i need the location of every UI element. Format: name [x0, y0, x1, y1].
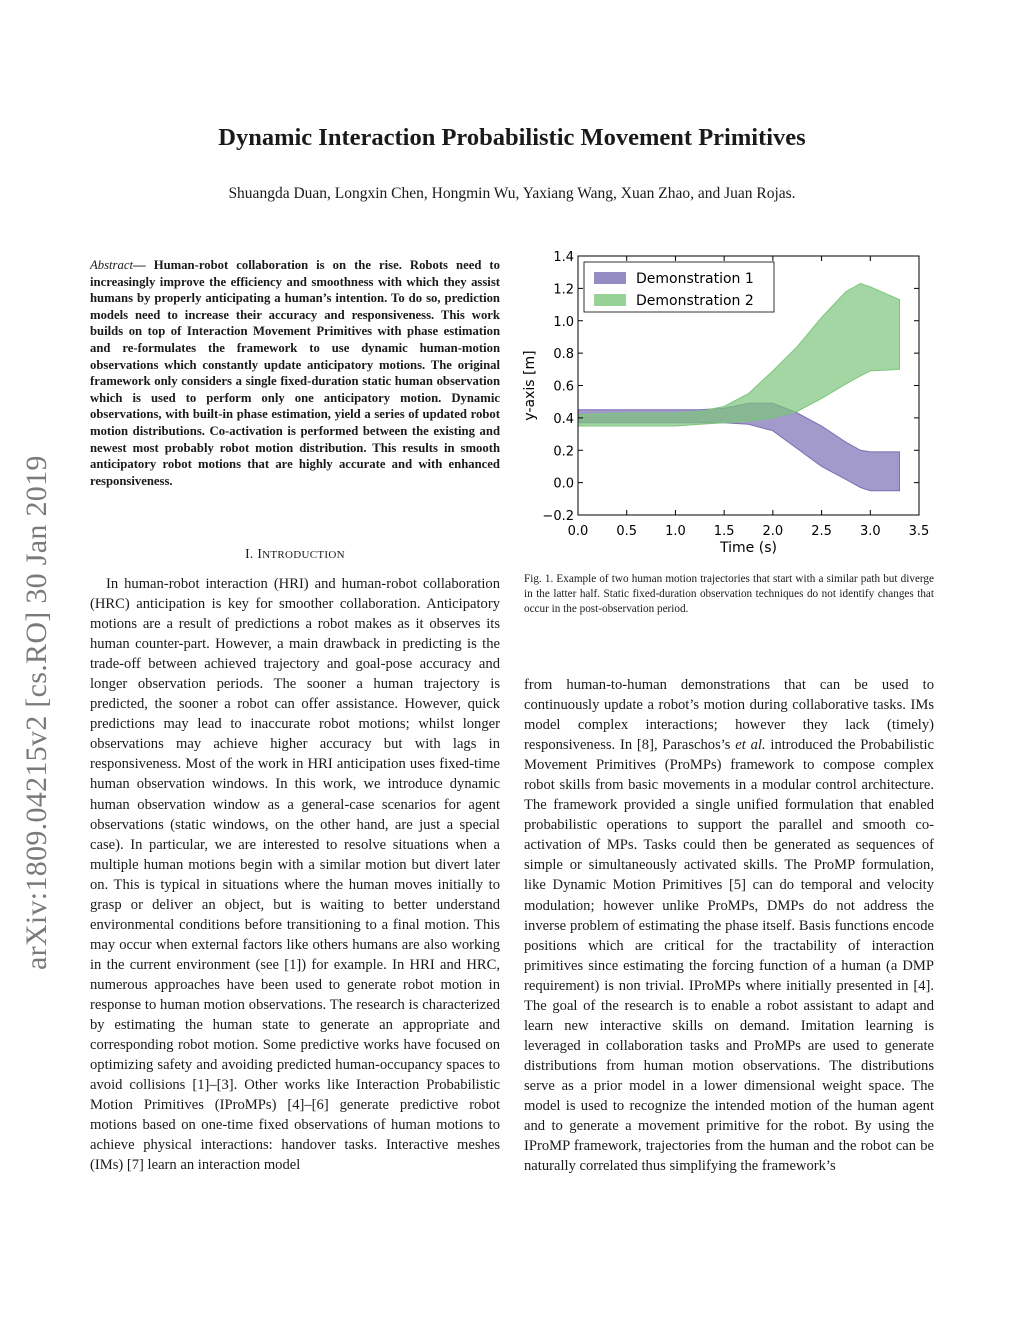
arxiv-stamp: arXiv:1809.04215v2 [cs.RO] 30 Jan 2019 [20, 455, 53, 970]
figure-1-chart [514, 244, 944, 560]
legend-swatch-2 [594, 294, 626, 306]
section-heading-introduction [90, 546, 500, 562]
legend-swatch-1 [594, 272, 626, 284]
y-tick-label: 0.6 [553, 379, 574, 395]
x-tick-label: 1.5 [713, 524, 735, 539]
y-tick-label: −0.2 [542, 509, 574, 524]
abstract-label: Abstract [90, 258, 133, 272]
abstract-body: — Human-robot collaboration is on the rise. Robots need to increasingly improve the efficiency and smoothness with which they assist humans by properly anticipating a human’s intention. To do so, prediction models need to increase their accuracy and responsiveness. This work builds on top of Interaction Movement Primitives with phase estimation and re-formulates the framework to use dynamic human-motion observations which constantly update anticipatory motions. The original framework only considers a single fixed-duration static human observation which is used to perform only one anticipatory motion. Dynamic observations, with built-in phase estimation, yield a series of updated robot motion distributions. Co-activation is performed between the existing and newest most probably robot motion distribution. This results in smooth anticipatory robot motions that are highly accurate and with enhanced responsiveness. [90, 258, 500, 488]
y-tick-label: 0.0 [553, 476, 574, 492]
section-title-rest: NTRODUCTION [262, 549, 345, 561]
figure-caption: Fig. 1. Example of two human motion trajectories that start with a similar path but diverge in the latter half. Static fixed-duration observation techniques do not identify changes that occur in the post-observation period. [524, 573, 934, 615]
legend-label-2: Demonstration 2 [636, 293, 754, 309]
plot-area [578, 284, 900, 491]
y-tick-label: 0.2 [553, 444, 574, 460]
author-list: Shuangda Duan, Longxin Chen, Hongmin Wu, Yaxiang Wang, Xuan Zhao, and Juan Rojas. [228, 185, 796, 202]
x-tick-label: 2.0 [762, 524, 784, 539]
x-axis-label: Time (s) [720, 540, 777, 556]
y-tick-label: 0.8 [553, 347, 574, 363]
paper-title: Dynamic Interaction Probabilistic Movement Primitives [218, 124, 806, 151]
x-tick-label: 3.0 [859, 524, 881, 539]
introduction-paragraph [90, 574, 500, 1175]
y-tick-label: 0.4 [553, 411, 574, 427]
x-tick-label: 1.0 [665, 524, 686, 539]
section-first-letter: I [257, 546, 263, 561]
y-axis-label: y-axis [m] [522, 350, 538, 421]
y-tick-label: 1.2 [553, 282, 574, 298]
x-tick-label: 0.5 [616, 524, 638, 539]
right-column-text-2: introduced the Probabilistic Movement Primitives (ProMPs) framework to compose complex robot skills from basic movements in a modular control architecture. The framework provided a single unified formulation that enabled probabilistic operations to support the parallel and smooth co-activation of MPs. Tasks could then be generated as sequences of simple or simultaneously activated skills. The ProMP formulation, like Dynamic Motion Primitives [5] can do temporal and velocity modulation; however unlike ProMPs, DMPs do not address the inverse problem of estimating the phase itself. Basis functions encode positions which are critical for the tractability of interaction primitives since estimating the forcing function of a human (a DMP requirement) is non trivial. IProMPs where initially presented in [4]. The goal of the research is to enable a robot assistant to adapt and learn new interactive skills on demand. Imitation learning is leveraged in collaboration tasks and ProMPs are used to generate distributions from human motion observations. The distributions serve as a prior model in a lower dimensional weight space. The model is used to recognize the intended motion of the human agent and to generate a movement primitive for the robot. By using the IProMP framework, trajectories from the human and the robot can be naturally correlated thus simplifying the framework’s [524, 737, 934, 1175]
section-numeral: I. [245, 546, 254, 561]
x-tick-label: 2.5 [811, 524, 832, 539]
x-tick-label: 3.5 [908, 524, 930, 539]
y-tick-label: 1.0 [553, 314, 574, 330]
legend [584, 262, 774, 312]
introduction-text: In human-robot interaction (HRI) and human-robot collaboration (HRC) anticipation is key for smoother collaboration. Anticipatory motions are a result of predictions a robot makes as it observes its human counter-part. However, a main drawback in predicting is the trade-off between achieved trajectory and goal-pose accuracy and longer observation periods. The sooner a human trajectory is predicted, the sooner a robot can offer assistance. However, quick predictions may lead to inaccurate robot motions; whilst longer observations may achieve higher accuracy but with lags in responsiveness. Most of the work in HRI anticipation uses fixed-time human observation windows. In this work, we introduce dynamic human observation window as a general-case scenarios for agent observations (static windows, on the other hand, are just a special case). In particular, we are interested to resolve situations when a multiple human motions begin with a similar motion but divert later on. This is typical in situations where the human moves initially to grasp or deliver an object, but is waiting to better understand environmental conditions before transitioning to a final motion. This may occur when external factors like others humans are also working in the current environment (see [1]) for example. In HRI and HRC, numerous approaches have been used to generate robot motion in response to human motion observations. The research is characterized by estimating the human state to generate an appropriate and corresponding robot motion. Some predictive works have focused on optimizing safety and avoiding predicted human-occupancy spaces to avoid collisions [1]–[3]. Other works like Interaction Probabilistic Motion Primitives (IProMPs) [4]–[6] generate predictive robot motions based on one-time fixed observations of human motions to achieve physical interactions: handover tasks. Interactive meshes (IMs) [7] learn an interaction model [90, 576, 500, 1174]
abstract [90, 257, 500, 489]
y-tick-label: 1.4 [553, 250, 574, 265]
legend-label-1: Demonstration 1 [636, 271, 754, 287]
right-column-paragraph [524, 675, 934, 1176]
et-al: et al. [735, 737, 766, 754]
x-tick-label: 0.0 [567, 524, 589, 539]
right-column-text-1: from human-to-human demonstrations that can be used to continuously update a robot’s motion during collaborative tasks. IMs model complex interactions; however they lack (timely) responsiveness. In [8], Paraschos’s [524, 677, 934, 754]
